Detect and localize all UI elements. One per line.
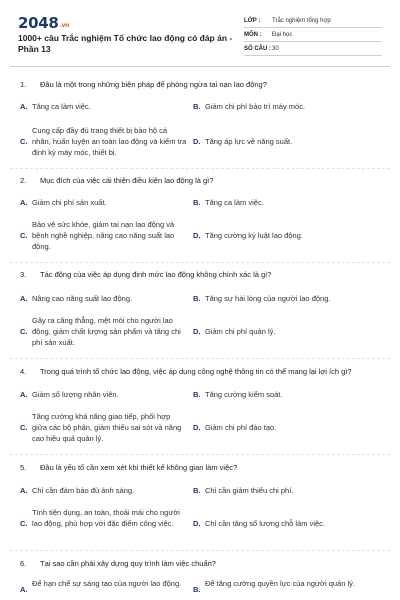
option-text: Tăng cường khả năng giao tiếp, phối hợp giữa các bộ phận, giảm thiểu sai sót và nâng cao hiệu quả quản lý. (32, 412, 182, 443)
option-key: D. (193, 137, 201, 146)
option-text: Để tăng cường quyền lực của người quản lý. (205, 579, 355, 588)
option-key: A. (20, 198, 28, 207)
question-number: 2. (20, 176, 27, 185)
meta-row-class (244, 14, 382, 28)
option-text: Tính tiện dụng, an toàn, thoải mái cho người lao động, phù hợp với đặc điểm công việc. (32, 508, 180, 528)
option-key: B. (193, 390, 201, 399)
question-separator (10, 454, 390, 455)
option-text: Tăng áp lực về năng suất. (205, 137, 293, 146)
document-title: 1000+ câu Trắc nghiệm Tổ chức lao động có đáp án - Phần 13 (18, 33, 233, 54)
option-key: D. (193, 423, 201, 432)
question-text: Đâu là yếu tố cần xem xét khi thiết kế không gian làm việc? (40, 463, 238, 472)
option-key: C. (20, 327, 28, 336)
option-text: Chỉ cần đảm bảo đủ ánh sáng. (32, 486, 135, 495)
option-text: Cung cấp đầy đủ trang thiết bị bảo hộ cá nhân, huấn luyện an toàn lao động và kiểm tra định kỳ máy móc, thiết bị. (32, 126, 187, 157)
option-key: C. (20, 423, 28, 432)
question-text: Tác động của việc áp dụng định mức lao động không chính xác là gì? (40, 270, 272, 279)
option-key: B. (193, 102, 201, 111)
option-text: Tăng cường kỷ luật lao động. (205, 231, 303, 240)
question-number: 5. (20, 463, 27, 472)
option-text: Tăng sự hài lòng của người lao động. (205, 294, 331, 303)
option-text: Giảm chi phí quản lý. (205, 327, 276, 336)
option-text: Bảo vệ sức khỏe, giảm tai nạn lao động và bệnh nghề nghiệp, nâng cao năng suất lao động. (32, 220, 175, 251)
option-text: Nâng cao năng suất lao động. (32, 294, 133, 303)
logo-main: 2048 (18, 14, 59, 32)
header-divider (10, 66, 390, 67)
meta-value: Trắc nghiệm tổng hợp (272, 17, 331, 24)
option-text: Giảm chi phí đào tạo. (205, 423, 277, 432)
option-key: C. (20, 519, 28, 528)
question-number: 4. (20, 367, 27, 376)
meta-value: 30 (272, 45, 279, 52)
option-key: A. (20, 486, 28, 495)
meta-value: Đại học (272, 31, 293, 38)
option-text: Gây ra căng thẳng, mệt mỏi cho người lao động, giảm chất lượng sản phẩm và tăng chi phí sản xuất. (32, 316, 181, 347)
option-key: B. (193, 585, 201, 594)
document-header (18, 14, 382, 58)
option-text: Giảm chi phí sản xuất. (32, 198, 107, 207)
option-key: D. (193, 231, 201, 240)
meta-label: LỚP : (244, 17, 261, 24)
question-separator (10, 358, 390, 359)
option-key: A. (20, 294, 28, 303)
option-key: A. (20, 102, 28, 111)
question-number: 3. (20, 270, 27, 279)
question-text: Đâu là một trong những biện pháp để phòng ngừa tai nạn lao động? (40, 80, 267, 89)
option-text: Chỉ cần tăng số lượng chỗ làm việc. (205, 519, 325, 528)
question-separator (10, 262, 390, 263)
meta-row-subject (244, 28, 382, 42)
option-text: Giảm chi phí bảo trì máy móc. (205, 102, 306, 111)
option-text: Tăng ca làm việc. (205, 198, 264, 207)
option-text: Giảm số lượng nhân viên. (32, 390, 119, 399)
option-key: D. (193, 327, 201, 336)
option-key: C. (20, 137, 28, 146)
logo-suffix: .vn (59, 22, 70, 29)
option-key: B. (193, 294, 201, 303)
option-text: Để hạn chế sự sáng tạo của người lao động. (32, 579, 182, 588)
question-separator (10, 168, 390, 169)
option-text: Tăng ca làm việc. (32, 102, 91, 111)
question-text: Trong quá trình tổ chức lao động, việc áp dụng công nghệ thông tin có thể mang lại lợi ích gì? (40, 367, 352, 376)
option-key: D. (193, 519, 201, 528)
question-number: 1. (20, 80, 27, 89)
meta-label: MÔN : (244, 31, 262, 38)
site-logo[interactable] (18, 14, 69, 32)
meta-row-count (244, 42, 382, 56)
option-key: A. (20, 585, 28, 594)
option-key: A. (20, 390, 28, 399)
question-text: Mục đích của việc cải thiện điều kiện lao động là gì? (40, 176, 214, 185)
option-text: Tăng cường kiểm soát. (205, 390, 283, 399)
option-key: B. (193, 486, 201, 495)
option-key: B. (193, 198, 201, 207)
option-text: Chỉ cần giảm thiểu chi phí. (205, 486, 294, 495)
question-number: 6. (20, 559, 27, 568)
meta-label: SỐ CÂU : (244, 45, 271, 52)
question-text: Tại sao cần phải xây dựng quy trình làm việc chuẩn? (40, 559, 216, 568)
option-key: C. (20, 231, 28, 240)
question-separator (10, 550, 390, 551)
meta-info-table (244, 14, 382, 56)
